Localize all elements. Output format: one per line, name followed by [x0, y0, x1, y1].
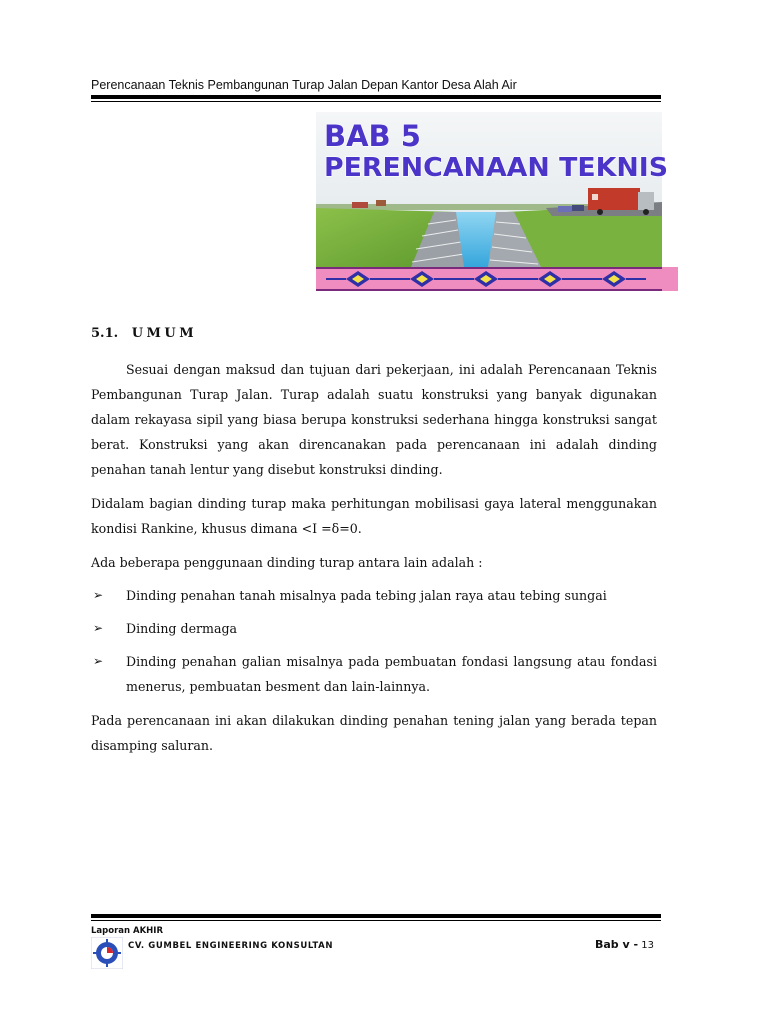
banner-line1: BAB 5 — [324, 119, 421, 153]
list-item — [91, 616, 657, 641]
list-item-text: Dinding dermaga — [126, 621, 238, 636]
arrow-bullet-icon: ➢ — [93, 621, 104, 635]
section-number: 5.1. — [91, 326, 119, 341]
footer-page-number: 13 — [641, 940, 654, 951]
footer-rule-thick — [91, 914, 661, 918]
running-header-title: Perencanaan Teknis Pembangunan Turap Jalan Depan Kantor Desa Alah Air — [91, 78, 517, 92]
footer-report-label: Laporan AKHIR — [91, 926, 164, 936]
list-item-text: Dinding penahan tanah misalnya pada tebing jalan raya atau tebing sungai — [126, 588, 607, 603]
arrow-bullet-icon: ➢ — [93, 654, 104, 668]
footer-rule-thin — [91, 920, 661, 921]
footer-chapter-label: Bab v - — [595, 938, 639, 951]
section-heading — [91, 326, 197, 341]
company-logo-icon — [91, 937, 123, 969]
list-item — [91, 649, 657, 699]
paragraph-rankine: Didalam bagian dinding turap maka perhitungan mobilisasi gaya lateral menggunakan kondisi Rankine, khusus dimana <I =δ=0. — [91, 496, 657, 536]
section-title: UMUM — [131, 326, 198, 341]
arrow-bullet-icon: ➢ — [93, 588, 104, 602]
list-item-text: Dinding penahan galian misalnya pada pembuatan fondasi langsung atau fondasi menerus, pembuatan besment dan lain-lainnya. — [126, 654, 657, 694]
paragraph-intro: Sesuai dengan maksud dan tujuan dari pekerjaan, ini adalah Perencanaan Teknis Pembangunan Turap Jalan. Turap adalah suatu konstruksi yang banyak digunakan dalam rekayasa sipil yang biasa berupa konstruksi sederhana hingga konstruksi sangat berat. Konstruksi yang akan direncanakan pada perencanaan ini adalah dinding penahan tanah lentur yang disebut konstruksi dinding. — [91, 362, 657, 477]
header-rule-thick — [91, 95, 661, 99]
header-rule-thin — [91, 101, 661, 102]
list-item — [91, 583, 657, 608]
footer-company-name: CV. GUMBEL ENGINEERING KONSULTAN — [128, 941, 334, 951]
paragraph-conclusion: Pada perencanaan ini akan dilakukan dinding penahan tening jalan yang berada tepan disamping saluran. — [91, 713, 657, 753]
banner-line2: PERENCANAAN TEKNIS — [324, 153, 668, 183]
chapter-banner — [316, 112, 678, 292]
paragraph-uses-intro: Ada beberapa penggunaan dinding turap antara lain adalah : — [91, 555, 483, 570]
footer-page-indicator — [595, 938, 654, 951]
canal-illustration — [316, 112, 678, 292]
